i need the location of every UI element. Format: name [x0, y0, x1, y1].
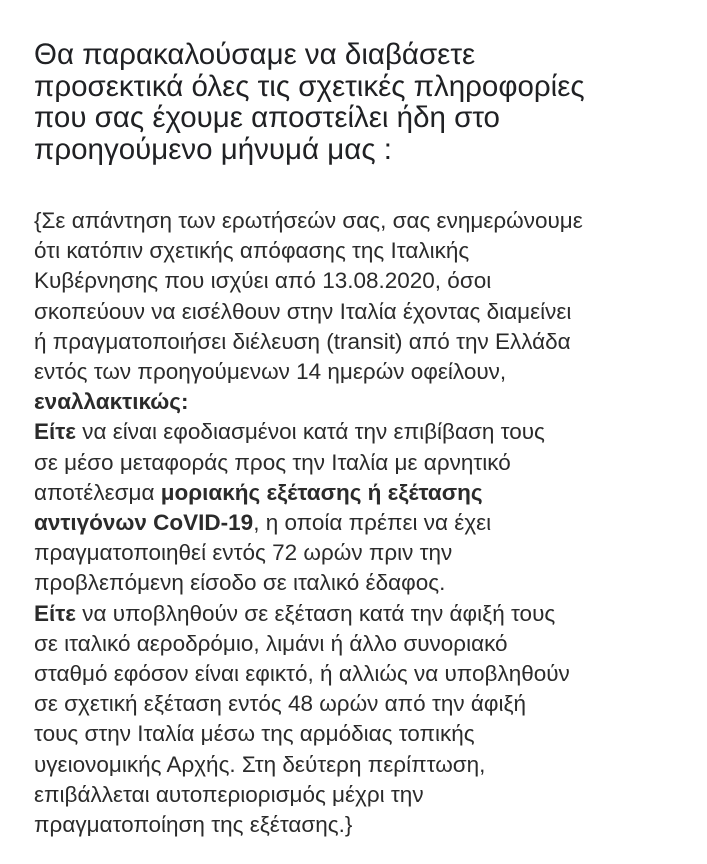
body-line: [34, 478, 702, 508]
body-line: εντός των προηγούμενων 14 ημερών οφείλουν,: [34, 359, 507, 385]
either-label: Είτε: [34, 600, 76, 626]
body-line: [34, 508, 702, 538]
heading-line: που σας έχουμε αποστείλει ήδη στο: [34, 101, 500, 134]
body-line: Κυβέρνησης που ισχύει από 13.08.2020, όσοι: [34, 268, 492, 294]
body-line: σε σχετική εξέταση εντός 48 ωρών από την άφιξή: [34, 691, 527, 717]
message-content: [34, 0, 702, 840]
heading-line: προσεκτικά όλες τις σχετικές πληροφορίες: [34, 69, 585, 103]
body-text-run: , η οποία πρέπει να έχει: [253, 510, 492, 536]
either-label: Είτε: [34, 419, 76, 445]
body-line: ότι κατόπιν σχετικής απόφασης της Ιταλικής: [34, 238, 470, 264]
heading-line: Θα παρακαλούσαμε να διαβάσετε: [34, 38, 476, 71]
body-line: ή πραγματοποιήσει διέλευση (transit) από την Ελλάδα: [34, 328, 571, 354]
body-line: πραγματοποιηθεί εντός 72 ωρών πριν την: [34, 540, 453, 566]
test-type-emphasis: μοριακής εξέτασης ή εξέτασης: [160, 479, 483, 505]
body-line: πραγματοποίηση της εξέτασης.}: [34, 812, 353, 838]
body-line: [34, 599, 702, 629]
body-line: επιβάλλεται αυτοπεριορισμός μέχρι την: [34, 781, 424, 807]
message-body: [34, 206, 702, 840]
body-line: [34, 417, 702, 447]
body-line: τους στην Ιταλία μέσω της αρμόδιας τοπικής: [34, 721, 475, 747]
body-text-run: να υποβληθούν σε εξέταση κατά την άφιξή τους: [75, 600, 556, 626]
body-line: σταθμό εφόσον είναι εφικτό, ή αλλιώς να υποβληθούν: [34, 661, 570, 687]
body-line: σκοπεύουν να εισέλθουν στην Ιταλία έχοντας διαμείνει: [34, 298, 572, 324]
body-line: {Σε απάντηση των ερωτήσεών σας, σας ενημερώνουμε: [34, 208, 583, 233]
body-line: σε μέσο μεταφοράς προς την Ιταλία με αρνητικό: [34, 449, 511, 475]
message-heading: [34, 0, 702, 165]
heading-line: προηγούμενο μήνυμά μας :: [34, 132, 392, 166]
alternatives-label: εναλλακτικώς:: [34, 389, 189, 415]
body-line: υγειονομικής Αρχής. Στη δεύτερη περίπτωση,: [34, 751, 486, 777]
body-text-run: να είναι εφοδιασμένοι κατά την επιβίβαση τους: [75, 419, 545, 445]
body-line: προβλεπόμενη είσοδο σε ιταλικό έδαφος.: [34, 570, 446, 596]
body-text-run: αποτέλεσμα: [34, 479, 161, 505]
body-line: σε ιταλικό αεροδρόμιο, λιμάνι ή άλλο συνοριακό: [34, 630, 508, 656]
test-type-emphasis: αντιγόνων CoVID-19: [34, 510, 254, 536]
